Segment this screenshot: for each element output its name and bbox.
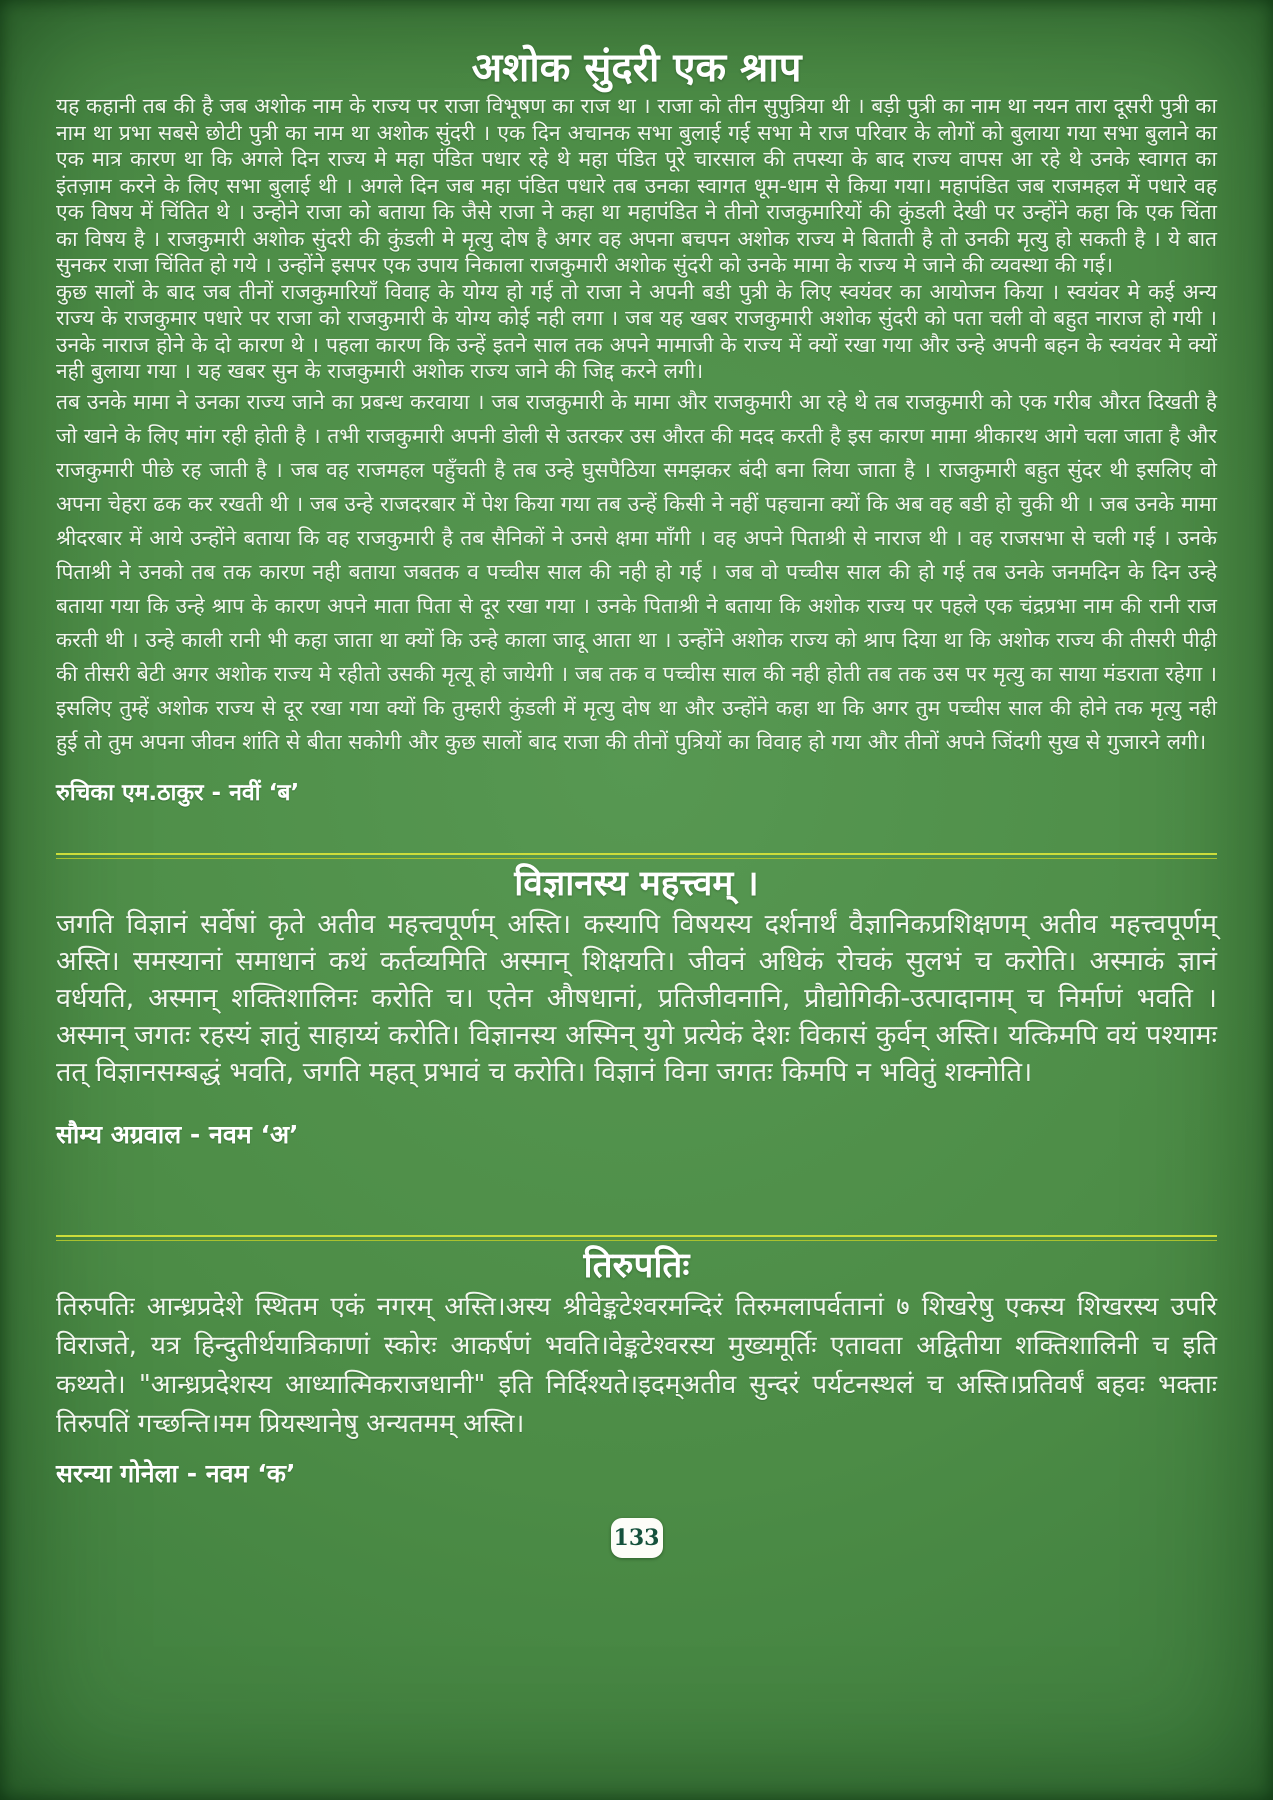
section-story — [56, 0, 1217, 807]
science-essay-author: सौम्य अग्रवाल - नवम ‘अ’ — [56, 1119, 299, 1149]
page-number-badge — [611, 1518, 663, 1558]
tirupati-essay-paragraph: तिरुपतिः आन्ध्रप्रदेशे स्थितम एकं नगरम् अस्ति।अस्य श्रीवेङ्कटेश्वरमन्दिरं तिरुमलापर्वतानां ७ शिखरेषु एकस्य शिखरस्य उपरि विराजते, यत्र हिन्दुतीर्थयात्रिकाणां स्कोरः आकर्षणं भवति।वेङ्कटेश्वरस्य मुख्यमूर्तिः एतावता अद्वितीया शक्तिशालिनी च इति कथ्यते। "आन्ध्रप्रदेशस्य आध्यात्मिकराजधानी" इति निर्दिश्यते।इदम्अतीव सुन्दरं पर्यटनस्थलं च अस्ति।प्रतिवर्षं बहवः भक्ताः तिरुपतिं गच्छन्ति।मम प्रियस्थानेषु अन्यतमम् अस्ति। — [56, 1291, 1217, 1439]
section-tirupati-essay — [56, 1241, 1217, 1490]
section-science-essay — [56, 859, 1217, 1151]
story-paragraph-3: तब उनके मामा ने उनका राज्य जाने का प्रबन्ध करवाया । जब राजकुमारी के मामा और राजकुमारी आ रहे थे तब राजकुमारी को एक गरीब औरत दिखती है जो खाने के लिए मांग रही होती है । तभी राजकुमारी अपनी डोली से उतरकर उस औरत की मदद करती है इस कारण मामा श्रीकारथ आगे चला जाता है और राजकुमारी पीछे रह जाती है । जब वह राजमहल पहुँचती है तब उन्हे घुसपैठिया समझकर बंदी बना लिया जाता है । राजकुमारी बहुत सुंदर थी इसलिए वो अपना चेहरा ढक कर रखती थी । जब उन्हे राजदरबार में पेश किया गया तब उन्हें किसी ने नहीं पहचाना क्यों कि अब वह बडी हो चुकी थी । जब उनके मामा श्रीदरबार में आये उन्होंने बताया कि वह राजकुमारी है तब सैनिकों ने उनसे क्षमा माँगी । वह अपने पिताश्री से नाराज थी । वह राजसभा से चली गई । उनके पिताश्री ने उनको तब तक कारण नही बताया जबतक व पच्चीस साल की नही हो गई । जब वो पच्चीस साल की हो गई तब उनके जनमदिन के दिन उन्हे बताया गया कि उन्हे श्राप के कारण अपने माता पिता से दूर रखा गया । उनके पिताश्री ने बताया कि अशोक राज्य पर पहले एक चंद्रप्रभा नाम की रानी राज करती थी । उन्हे काली रानी भी कहा जाता था क्यों कि उन्हे काला जादू आता था । उन्होंने अशोक राज्य को श्राप दिया था कि अशोक राज्य की तीसरी पीढ़ी की तीसरी बेटी अगर अशोक राज्य मे रहीतो उसकी मृत्यू हो जायेगी । जब तक व पच्चीस साल की नही होती तब तक उस पर मृत्यु का साया मंडराता रहेगा । इसलिए तुम्हें अशोक राज्य से दूर रखा गया क्यों कि तुम्हारी कुंडली में मृत्यु दोष था और उन्होंने कहा था कि अगर तुम पच्चीस साल की होने तक मृत्यु नही हुई तो तुम अपना जीवन शांति से बीता सकोगी और कुछ सालों बाद राजा की तीनों पुत्रियों का विवाह हो गया और तीनों अपने जिंदगी सुख से गुजारने लगी। — [56, 389, 1217, 754]
story-paragraph-1: यह कहानी तब की है जब अशोक नाम के राज्य पर राजा विभूषण का राज था । राजा को तीन सुपुत्रिया थी । बड़ी पुत्री का नाम था नयन तारा दूसरी पुत्री का नाम था प्रभा सबसे छोटी पुत्री का नाम था अशोक सुंदरी । एक दिन अचानक सभा बुलाई गई सभा मे राज परिवार के लोगों को बुलाया गया सभा बुलाने का एक मात्र कारण था कि अगले दिन राज्य मे महा पंडित पधार रहे थे महा पंडित पूरे चारसाल की तपस्या के बाद राज्य वापस आ रहे थे उनके स्वागत का इंतज़ाम करने के लिए सभा बुलाई थी । अगले दिन जब महा पंडित पधारे तब उनका स्वागत धूम-धाम से किया गया। महापंडित जब राजमहल में पधारे वह एक विषय में चिंतित थे । उन्होने राजा को बताया कि जैसे राजा ने कहा था महापंडित ने तीनो राजकुमारियों की कुंडली देखी पर उन्होंने कहा कि एक चिंता का विषय है । राजकुमारी अशोक सुंदरी की कुंडली मे मृत्यु दोष है अगर वह अपना बचपन अशोक राज्य मे बिताती है तो उनकी मृत्यु हो सकती है । ये बात सुनकर राजा चिंतित हो गये । उन्होंने इसपर एक उपाय निकाला राजकुमारी अशोक सुंदरी को उनके मामा के राज्य मे जाने की व्यवस्था की गई। — [56, 94, 1217, 277]
story-title: अशोक सुंदरी एक श्राप — [471, 45, 802, 91]
tirupati-essay-author: सरन्या गोनेला - नवम ‘क’ — [56, 1458, 296, 1488]
science-essay-paragraph: जगति विज्ञानं सर्वेषां कृते अतीव महत्त्वपूर्णम् अस्ति। कस्यापि विषयस्य दर्शनार्थं वैज्ञानिकप्रशिक्षणम् अतीव महत्त्वपूर्णम् अस्ति। समस्यानां समाधानं कथं कर्तव्यमिति अस्मान् शिक्षयति। जीवनं अधिकं रोचकं सुलभं च करोति। अस्माकं ज्ञानं वर्धयति, अस्मान् शक्तिशालिनः करोति च। एतेन औषधानां, प्रतिजीवनानि, प्रौद्योगिकी-उत्पादानाम् च निर्माणं भवति । अस्मान् जगतः रहस्यं ज्ञातुं साहाय्यं करोति। विज्ञानस्य अस्मिन् युगे प्रत्येकं देशः विकासं कुर्वन् अस्ति। यत्किमपि वयं पश्यामः तत् विज्ञानसम्बद्धं भवति, जगति महत् प्रभावं च करोति। विज्ञानं विना जगतः किमपि न भवितुं शक्नोति। — [56, 908, 1217, 1088]
story-author: रुचिका एम.ठाकुर - नवीं ‘ब’ — [56, 779, 300, 806]
story-paragraph-2: कुछ सालों के बाद जब तीनों राजकुमारियाँ विवाह के योग्य हो गई तो राजा ने अपनी बडी पुत्री के लिए स्वयंवर का आयोजन किया । स्वयंवर मे कई अन्य राज्य के राजकुमार पधारे पर राजा को राजकुमारी के योग्य कोई नही लगा । जब यह खबर राजकुमारी अशोक सुंदरी को पता चली वो बहुत नाराज हो गयी । उनके नाराज होने के दो कारण थे । पहला कारण कि उन्हें इतने साल तक अपने मामाजी के राज्य में क्यों रखा गया और उन्हे अपनी बहन के स्वयंवर मे क्यों नही बुलाया गया । यह खबर सुन के राजकुमारी अशोक राज्य जाने की जिद्द करने लगी। — [56, 279, 1217, 383]
tirupati-essay-title: तिरुपतिः — [583, 1245, 690, 1286]
science-essay-title: विज्ञानस्य महत्त्वम् । — [514, 863, 759, 904]
page-number: 133 — [613, 1524, 660, 1551]
